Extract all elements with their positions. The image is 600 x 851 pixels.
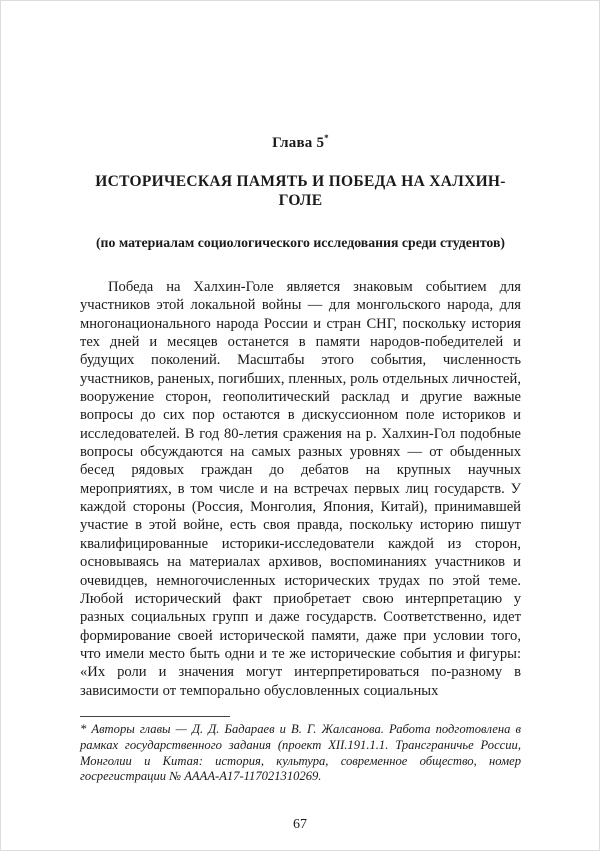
body-paragraph: Победа на Халхин-Голе является знаковым событием для участников этой локальной войны — для монгольского народа, для многонационального народа России и стран СНГ, поскольку история тех дней и месяцев останется в памяти народов-победителей и будущих поколений. Масштабы этого события, численность участников, раненых, погибших, пленных, роль отдельных личностей, вооружение сторон, геополитический расклад и другие важные вопросы до сих пор остаются в дискуссионном поле историков и исследователей. В год 80-летия сражения на р. Халхин-Гол подобные вопросы обсуждаются на самых разных уровнях — от обыденных бесед рядовых граждан до дебатов на крупных научных мероприятиях, в том числе и на встречах первых лиц государств. У каждой стороны (Россия, Монголия, Япония, Китай), принимавшей участие в этой войне, есть своя правда, поскольку историю пишут квалифицированные историки-исследователи каждой из сторон, основываясь на материалах архивов, воспоминаниях участников и очевидцев, немногочисленных исторических трудах по этой теме. Любой исторический факт приобретает свою интерпретацию у разных социальных групп и даже государств. Соответственно, идет формирование своей исторической памяти, даже при условии того, что имели место быть одни и те же исторические события и фигуры: «Их роли и значения могут интерпретироваться по-разному в зависимости от темпорально обусловленных социальных bbox=[80, 279, 521, 699]
chapter-footnote-marker: * bbox=[324, 133, 329, 143]
footnote-text: * Авторы главы — Д. Д. Бадараев и В. Г. Жалсанова. Работа подготовлена в рамках государственного задания (проект XII.191.1.1. Трансграничье России, Монголии и Китая: история, культура, современное общество, номер госрегистрации № АААА-А17-117021310269. bbox=[80, 721, 521, 784]
chapter-label-text: Глава 5 bbox=[272, 135, 325, 151]
footnote-divider bbox=[80, 716, 230, 717]
chapter-title: ИСТОРИЧЕСКАЯ ПАМЯТЬ И ПОБЕДА НА ХАЛХИН-ГОЛЕ bbox=[95, 173, 506, 209]
footnote-block bbox=[80, 716, 521, 785]
chapter-label bbox=[80, 133, 521, 152]
chapter-subtitle: (по материалам социологического исследования среди студентов) bbox=[95, 235, 506, 250]
page-number: 67 bbox=[293, 817, 307, 832]
page-content bbox=[80, 0, 521, 785]
